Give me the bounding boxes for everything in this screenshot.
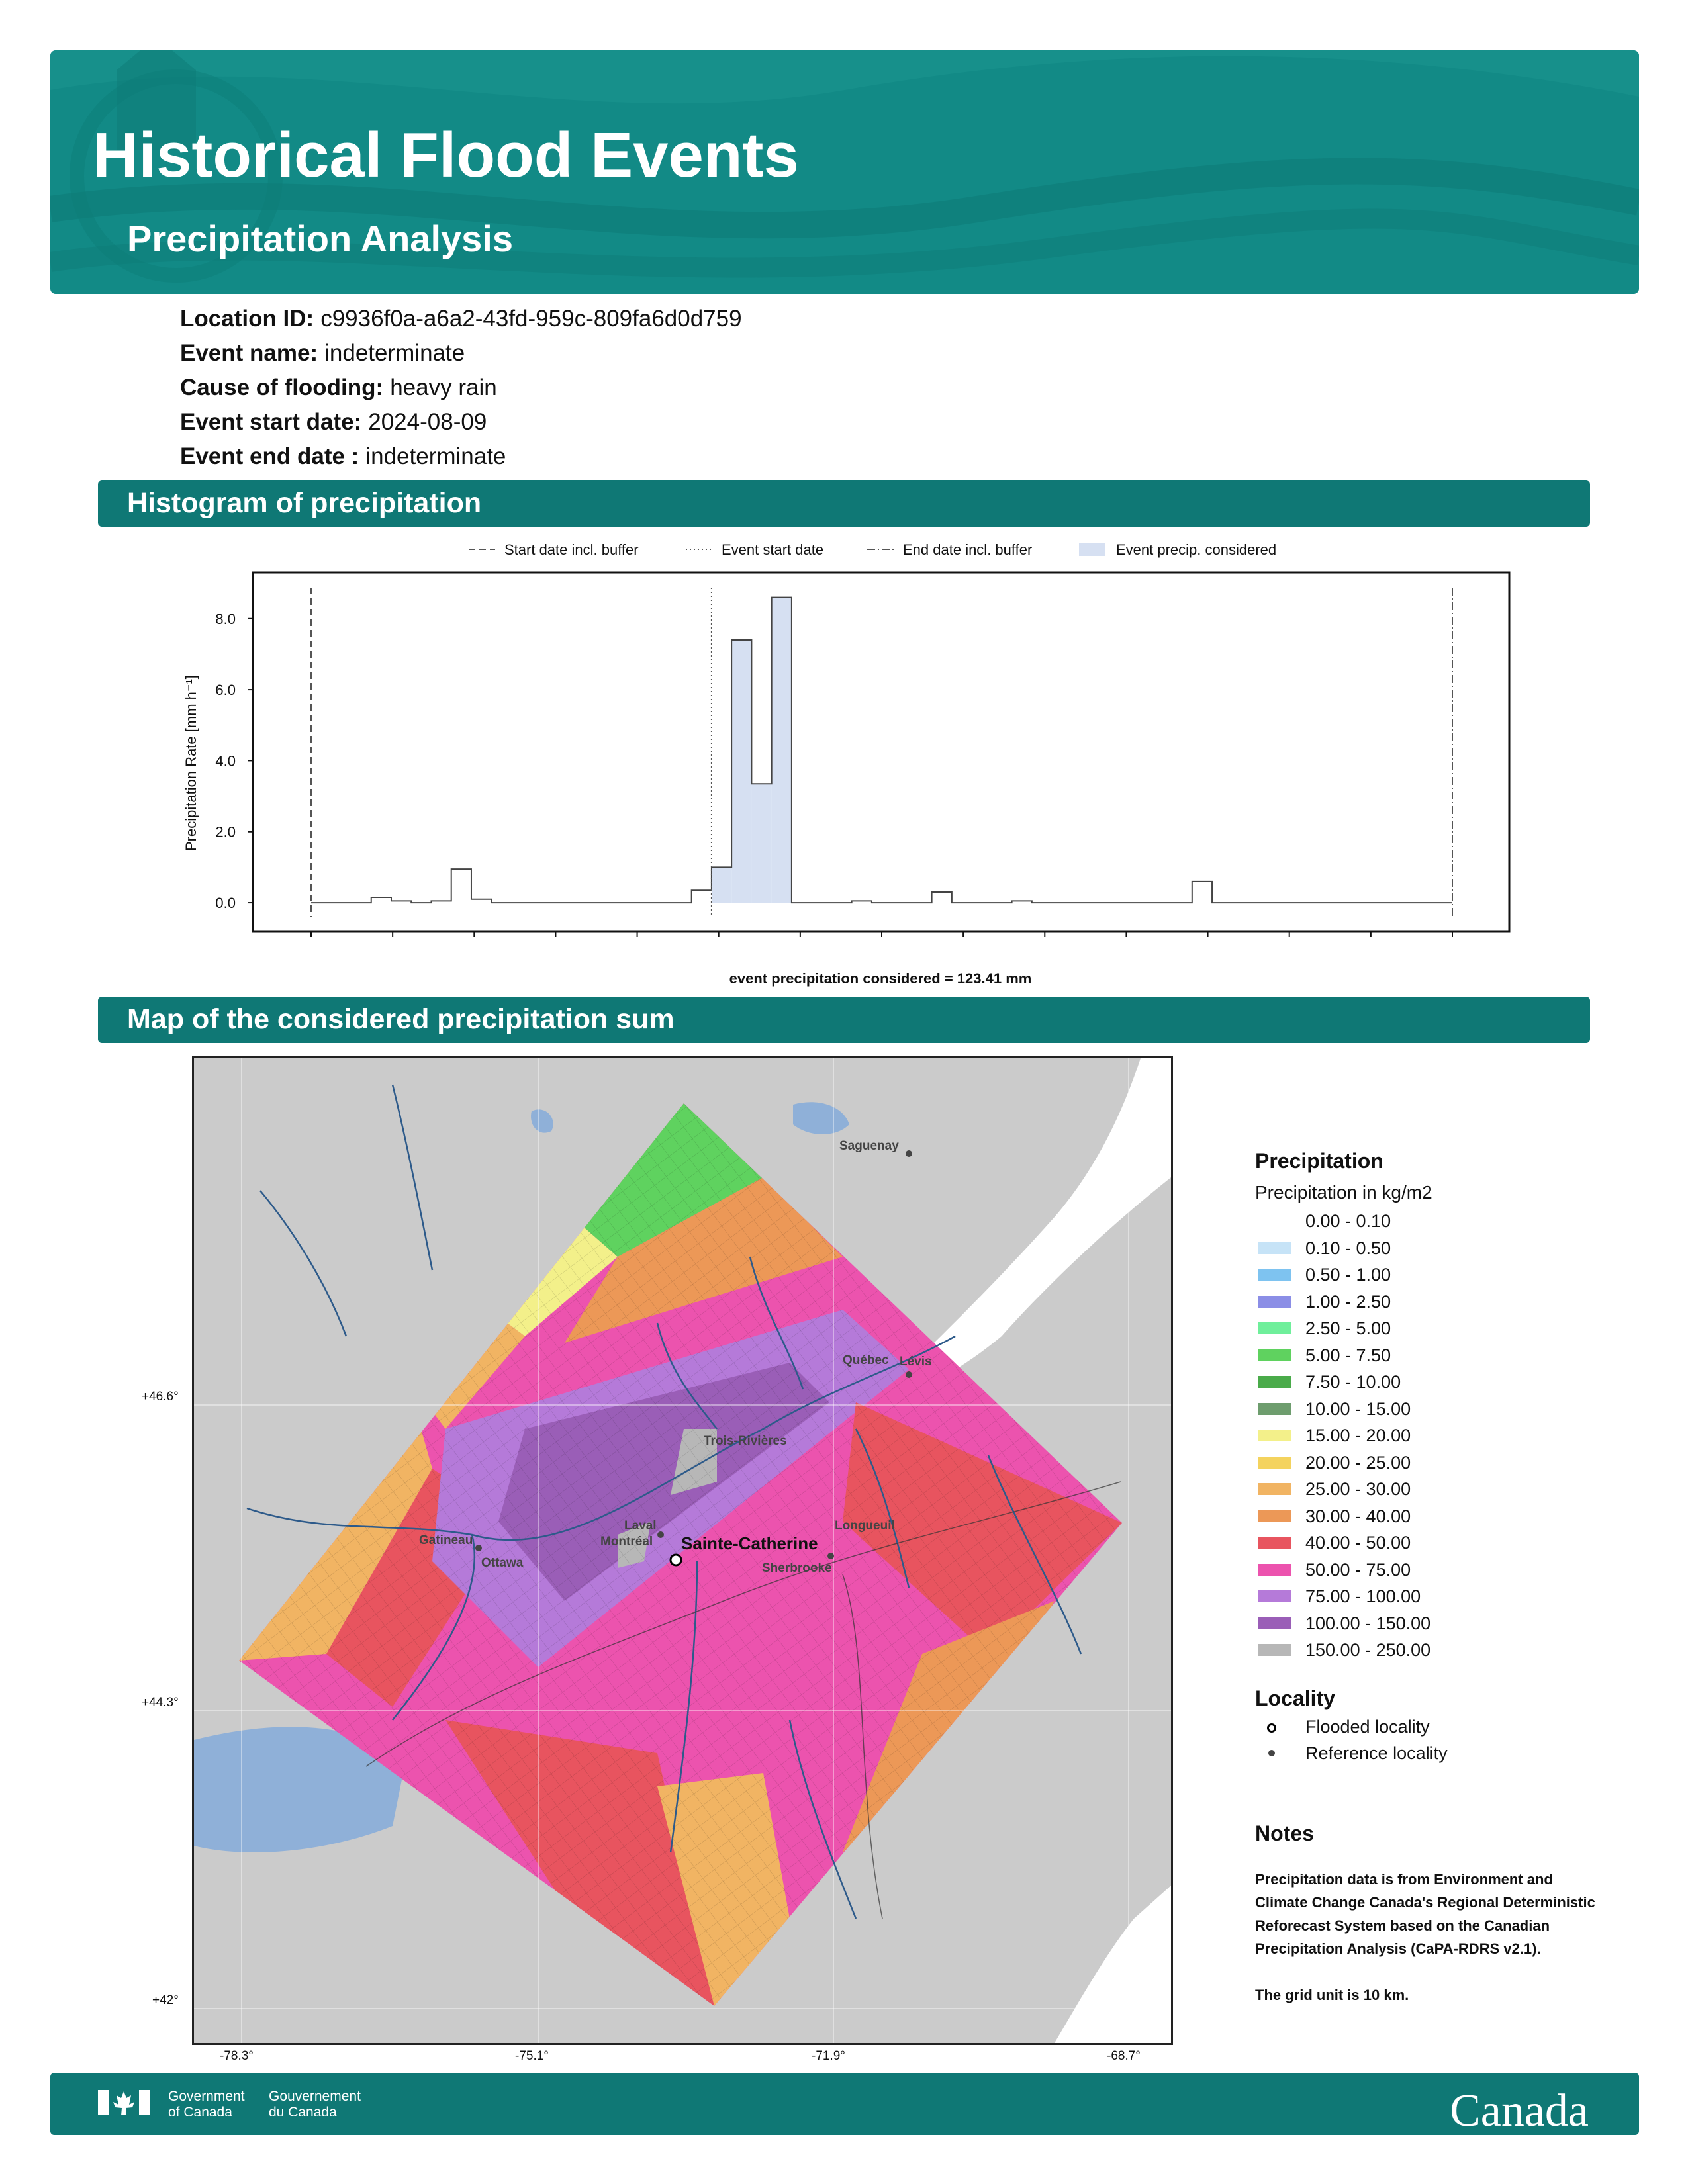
footer-bar (50, 2073, 1639, 2135)
legend-item (1258, 1504, 1589, 1530)
lat-label-2: +44.3° (142, 1696, 179, 1709)
gov-en (168, 2089, 245, 2120)
legend-swatch (1258, 1215, 1291, 1227)
section-map-title: Map of the considered precipitation sum (127, 1003, 675, 1035)
plot-frame (253, 572, 1509, 931)
legend-item (1258, 1236, 1589, 1262)
legend-label: 40.00 - 50.00 (1305, 1533, 1411, 1553)
start-date-value: 2024-08-09 (368, 409, 487, 435)
y-tick-label: 4.0 (215, 752, 236, 770)
notes-text-2: The grid unit is 10 km. (1255, 1987, 1409, 2003)
place-longueuil: Longueuil (835, 1519, 895, 1533)
legend-swatch (1258, 1564, 1291, 1576)
reference-marker-icon (1268, 1750, 1275, 1756)
event-name-value: indeterminate (324, 340, 465, 366)
legend-swatch (1258, 1322, 1291, 1334)
legend-label: 5.00 - 7.50 (1305, 1345, 1391, 1365)
lat-label-3: +42° (152, 1993, 179, 2007)
cause-value: heavy rain (390, 375, 497, 400)
precipitation-map (192, 1056, 1173, 2045)
histogram-bar (772, 598, 792, 903)
place-trois-rivieres: Trois-Rivières (704, 1434, 787, 1448)
lon-label-4: -68.7° (1107, 2049, 1141, 2063)
event-precip-annotation: event precipitation considered = 123.41 mm (729, 970, 1032, 987)
legend-swatch (1258, 1617, 1291, 1629)
legend-item (1258, 1611, 1589, 1637)
chart-legend (469, 541, 1276, 558)
place-gatineau: Gatineau (419, 1533, 473, 1547)
legend-item (1258, 1584, 1589, 1610)
event-name-label: Event name: (180, 340, 318, 366)
locality-title: Locality (1255, 1686, 1335, 1710)
legend-swatch (1258, 1403, 1291, 1415)
histogram-bar (932, 892, 952, 903)
legend-label: 50.00 - 75.00 (1305, 1559, 1411, 1580)
legend-label: 0.00 - 0.10 (1305, 1211, 1391, 1231)
histogram-bar (751, 784, 771, 903)
histogram-bar (371, 897, 391, 903)
reference-locality-label: Reference locality (1305, 1743, 1448, 1763)
legend-label: 2.50 - 5.00 (1305, 1318, 1391, 1338)
cause-label: Cause of flooding: (180, 375, 384, 400)
legend-swatch (1258, 1510, 1291, 1522)
gov-fr (269, 2089, 361, 2120)
gov-en-line1: Government (168, 2089, 245, 2104)
y-tick-label: 2.0 (215, 823, 236, 841)
start-date-label: Event start date: (180, 409, 362, 435)
end-date-value: indeterminate (365, 443, 506, 469)
place-montreal: Montréal (600, 1535, 653, 1549)
location-id-value: c9936f0a-a6a2-43fd-959c-809fa6d0d759 (320, 306, 742, 332)
y-axis-label: Precipitation Rate [mm h⁻¹] (183, 675, 199, 851)
legend-item (1258, 1477, 1589, 1503)
legend-label: 1.00 - 2.50 (1305, 1291, 1391, 1312)
y-tick-label: 6.0 (215, 682, 236, 699)
place-flooded: Sainte-Catherine (681, 1533, 818, 1553)
place-ottawa: Ottawa (481, 1556, 524, 1570)
legend-label: 25.00 - 30.00 (1305, 1479, 1411, 1499)
legend-swatch (1258, 1457, 1291, 1469)
legend-swatch (1258, 1590, 1291, 1602)
atlantic-ocean (1055, 1886, 1171, 2043)
legend-label: 100.00 - 150.00 (1305, 1613, 1431, 1633)
canada-wordmark: Canada (1450, 2085, 1589, 2136)
notes-body (1255, 1868, 1599, 2007)
legend-swatch (1258, 1537, 1291, 1549)
legend-subtitle: Precipitation in kg/m2 (1255, 1182, 1432, 1203)
place-sherbrooke: Sherbrooke (762, 1561, 832, 1575)
histogram-chart (0, 0, 1688, 993)
legend-event-start: Event start date (722, 541, 824, 558)
legend-item (1258, 1450, 1589, 1477)
section-map-header (98, 997, 1590, 1043)
legend-swatch (1258, 1483, 1291, 1495)
histogram-step-line (311, 598, 1452, 903)
legend-swatch (1258, 1430, 1291, 1441)
legend-item (1258, 1423, 1589, 1449)
legend-item (1258, 1343, 1589, 1369)
legend-swatch (1258, 1376, 1291, 1388)
legend-item (1258, 1396, 1589, 1423)
lake-st-jean (793, 1102, 849, 1134)
gov-fr-line2: du Canada (269, 2105, 337, 2120)
legend-label: 75.00 - 100.00 (1305, 1586, 1421, 1606)
legend-label: 0.10 - 0.50 (1305, 1238, 1391, 1258)
legend-item (1258, 1637, 1589, 1664)
y-tick-label: 0.0 (215, 895, 236, 912)
legend-reference-locality (1258, 1743, 1523, 1770)
place-levis: Lévis (900, 1355, 932, 1369)
location-id-label: Location ID: (180, 306, 314, 332)
legend-label: 20.00 - 25.00 (1305, 1452, 1411, 1473)
page-subtitle: Precipitation Analysis (127, 218, 513, 259)
notes-text-1: Precipitation data is from Environment and Climate Change Canada's Regional Deterministic Reforecast System based on the Canadian Precipitation Analysis (CaPA-RDRS v2.1). (1255, 1871, 1595, 1957)
lat-label-1: +46.6° (142, 1390, 179, 1404)
histogram-bar (712, 867, 731, 903)
legend-event-precip: Event precip. considered (1116, 541, 1277, 558)
flooded-locality-label: Flooded locality (1305, 1717, 1430, 1737)
legend-item (1258, 1557, 1589, 1584)
gov-fr-line1: Gouvernement (269, 2089, 361, 2104)
legend-item (1258, 1369, 1589, 1396)
legend-swatch (1258, 1269, 1291, 1281)
legend-swatch (1258, 1349, 1291, 1361)
place-quebec: Québec (843, 1353, 889, 1367)
page-title: Historical Flood Events (93, 120, 799, 191)
legend-item (1258, 1289, 1589, 1316)
legend-item (1258, 1262, 1589, 1289)
y-tick-label: 8.0 (215, 610, 236, 627)
legend-label: 7.50 - 10.00 (1305, 1372, 1401, 1392)
legend-title: Precipitation (1255, 1149, 1383, 1173)
legend-flooded-locality (1258, 1717, 1523, 1743)
legend-item (1258, 1208, 1589, 1235)
legend-label: 150.00 - 250.00 (1305, 1640, 1431, 1660)
legend-swatch (1258, 1296, 1291, 1308)
legend-label: 10.00 - 15.00 (1305, 1398, 1411, 1419)
place-saguenay: Saguenay (839, 1139, 899, 1153)
small-lake (531, 1109, 553, 1132)
histogram-bar (692, 890, 712, 903)
legend-swatch (1258, 1644, 1291, 1656)
legend-end-buffer: End date incl. buffer (903, 541, 1033, 558)
histogram-bar (731, 640, 751, 903)
flooded-marker-icon (1267, 1723, 1276, 1733)
lon-label-1: -78.3° (220, 2049, 254, 2063)
legend-swatch (1258, 1242, 1291, 1254)
legend-start-buffer: Start date incl. buffer (504, 541, 639, 558)
legend-label: 0.50 - 1.00 (1305, 1265, 1391, 1285)
legend-label: 30.00 - 40.00 (1305, 1506, 1411, 1526)
canada-flag-icon (98, 2087, 151, 2120)
place-laval: Laval (624, 1519, 657, 1533)
lon-label-3: -71.9° (812, 2049, 845, 2063)
legend-item (1258, 1316, 1589, 1342)
lon-label-2: -75.1° (515, 2049, 549, 2063)
legend-label: 15.00 - 20.00 (1305, 1426, 1411, 1445)
gov-en-line2: of Canada (168, 2105, 232, 2120)
end-date-label: Event end date : (180, 443, 359, 469)
notes-title: Notes (1255, 1821, 1314, 1845)
flooded-locality-marker (671, 1555, 681, 1565)
histogram-bar (451, 869, 471, 903)
legend-item (1258, 1530, 1589, 1557)
histogram-bar (1192, 882, 1212, 903)
map-canvas (194, 1058, 1171, 2043)
section-histogram-title: Histogram of precipitation (127, 487, 482, 519)
